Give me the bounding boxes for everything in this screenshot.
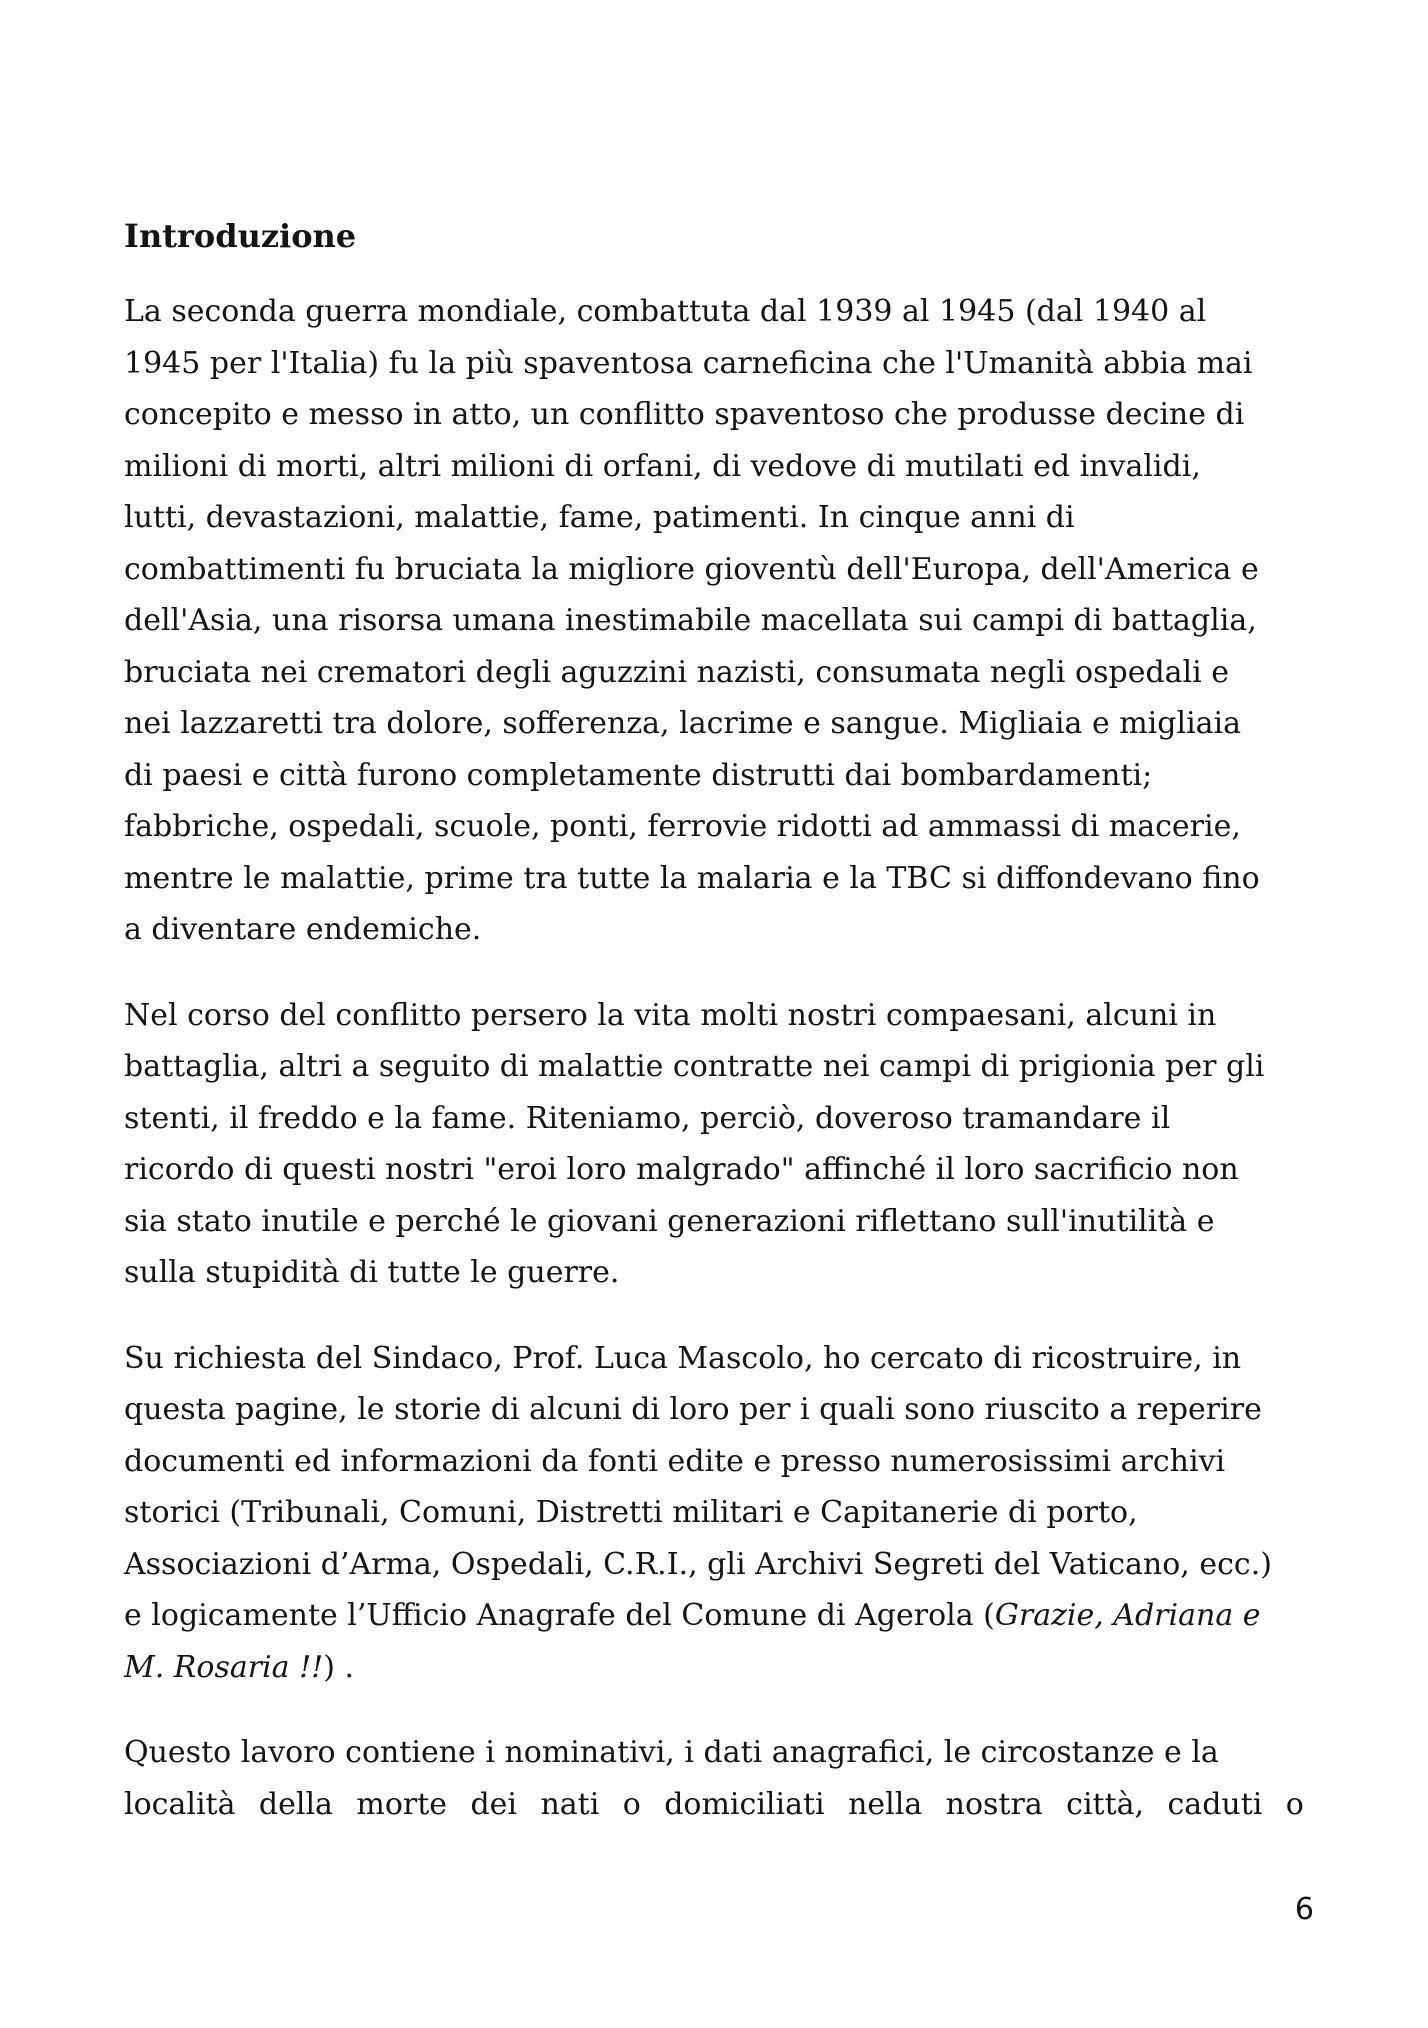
text-line: concepito e messo in atto, un conflitto spaventoso che produsse decine di — [124, 397, 1245, 432]
justified-word: o — [1285, 1786, 1304, 1822]
text-line: lutti, devastazioni, malattie, fame, patimenti. In cinque anni di — [124, 500, 1075, 535]
justified-word: nostra — [945, 1786, 1043, 1822]
justified-text-line — [124, 1779, 1304, 1831]
text-line — [124, 1642, 1304, 1694]
text-line: 1945 per l'Italia) fu la più spaventosa carneficina che l'Umanità abbia mai — [124, 345, 1253, 381]
justified-word: della — [258, 1786, 333, 1822]
text-line: Questo lavoro contiene i nominativi, i dati anagrafici, le circostanze e la — [124, 1735, 1219, 1770]
justified-word: dei — [470, 1786, 518, 1822]
text-segment: ) . — [323, 1649, 354, 1685]
text-line: di paesi e città furono completamente distrutti dai bombardamenti; — [124, 757, 1153, 793]
italic-thanks: Grazie, Adriana e — [994, 1598, 1261, 1633]
justified-word: città, — [1066, 1786, 1145, 1822]
text-line: nei lazzaretti tra dolore, sofferenza, lacrime e sangue. Migliaia e migliaia — [124, 706, 1242, 741]
justified-word: nati — [540, 1786, 600, 1822]
text-line: questa pagine, le storie di alcuni di loro per i quali sono riuscito a reperire — [124, 1392, 1262, 1427]
text-line: Nel corso del conflitto persero la vita molti nostri compaesani, alcuni in — [124, 997, 1217, 1033]
text-line: bruciata nei crematori degli aguzzini nazisti, consumata negli ospedali e — [124, 654, 1230, 690]
paragraph-1 — [124, 286, 1304, 956]
text-line: storici (Tribunali, Comuni, Distretti militari e Capitanerie di porto, — [124, 1495, 1138, 1530]
paragraph-3 — [124, 1333, 1304, 1694]
paragraph-4 — [124, 1727, 1304, 1830]
text-line: dell'Asia, una risorsa umana inestimabile macellata sui campi di battaglia, — [124, 603, 1257, 638]
text-line: sulla stupidità di tutte le guerre. — [124, 1255, 620, 1290]
text-line: Su richiesta del Sindaco, Prof. Luca Mascolo, ho cercato di ricostruire, in — [124, 1340, 1242, 1376]
text-line: ricordo di questi nostri "eroi loro malgrado" affinché il loro sacrificio non — [124, 1152, 1239, 1187]
text-line: stenti, il freddo e la fame. Riteniamo, perciò, doveroso tramandare il — [124, 1100, 1171, 1136]
italic-thanks-names: M. Rosaria !! — [124, 1649, 324, 1685]
justified-word: domiciliati — [664, 1786, 825, 1822]
text-line: battaglia, altri a seguito di malattie contratte nei campi di prigionia per gli — [124, 1049, 1265, 1084]
justified-word: località — [124, 1786, 236, 1822]
text-line — [124, 1590, 1304, 1642]
page-content — [124, 210, 1304, 1864]
text-line: mentre le malattie, prime tra tutte la malaria e la TBC si diffondevano fino — [124, 860, 1260, 896]
paragraph-2 — [124, 990, 1304, 1299]
justified-word: nella — [848, 1786, 923, 1822]
justified-word: caduti — [1167, 1786, 1263, 1822]
text-segment: e logicamente l’Ufficio Anagrafe del Comune di Agerola ( — [124, 1598, 995, 1633]
page-number: 6 — [1294, 1892, 1314, 1927]
text-line: a diventare endemiche. — [124, 912, 482, 947]
text-line: Associazioni d’Arma, Ospedali, C.R.I., gli Archivi Segreti del Vaticano, ecc.) — [124, 1546, 1272, 1582]
text-line: La seconda guerra mondiale, combattuta dal 1939 al 1945 (dal 1940 al — [124, 294, 1207, 329]
text-line: sia stato inutile e perché le giovani generazioni riflettano sull'inutilità e — [124, 1203, 1215, 1239]
text-line: combattimenti fu bruciata la migliore gioventù dell'Europa, dell'America e — [124, 551, 1259, 587]
text-line: fabbriche, ospedali, scuole, ponti, ferrovie ridotti ad ammassi di macerie, — [124, 809, 1241, 844]
text-line: documenti ed informazioni da fonti edite e presso numerosissimi archivi — [124, 1443, 1226, 1479]
justified-word: morte — [356, 1786, 448, 1822]
justified-word: o — [622, 1786, 641, 1822]
text-line: milioni di morti, altri milioni di orfani, di vedove di mutilati ed invalidi, — [124, 448, 1201, 484]
page-title: Introduzione — [124, 217, 357, 255]
